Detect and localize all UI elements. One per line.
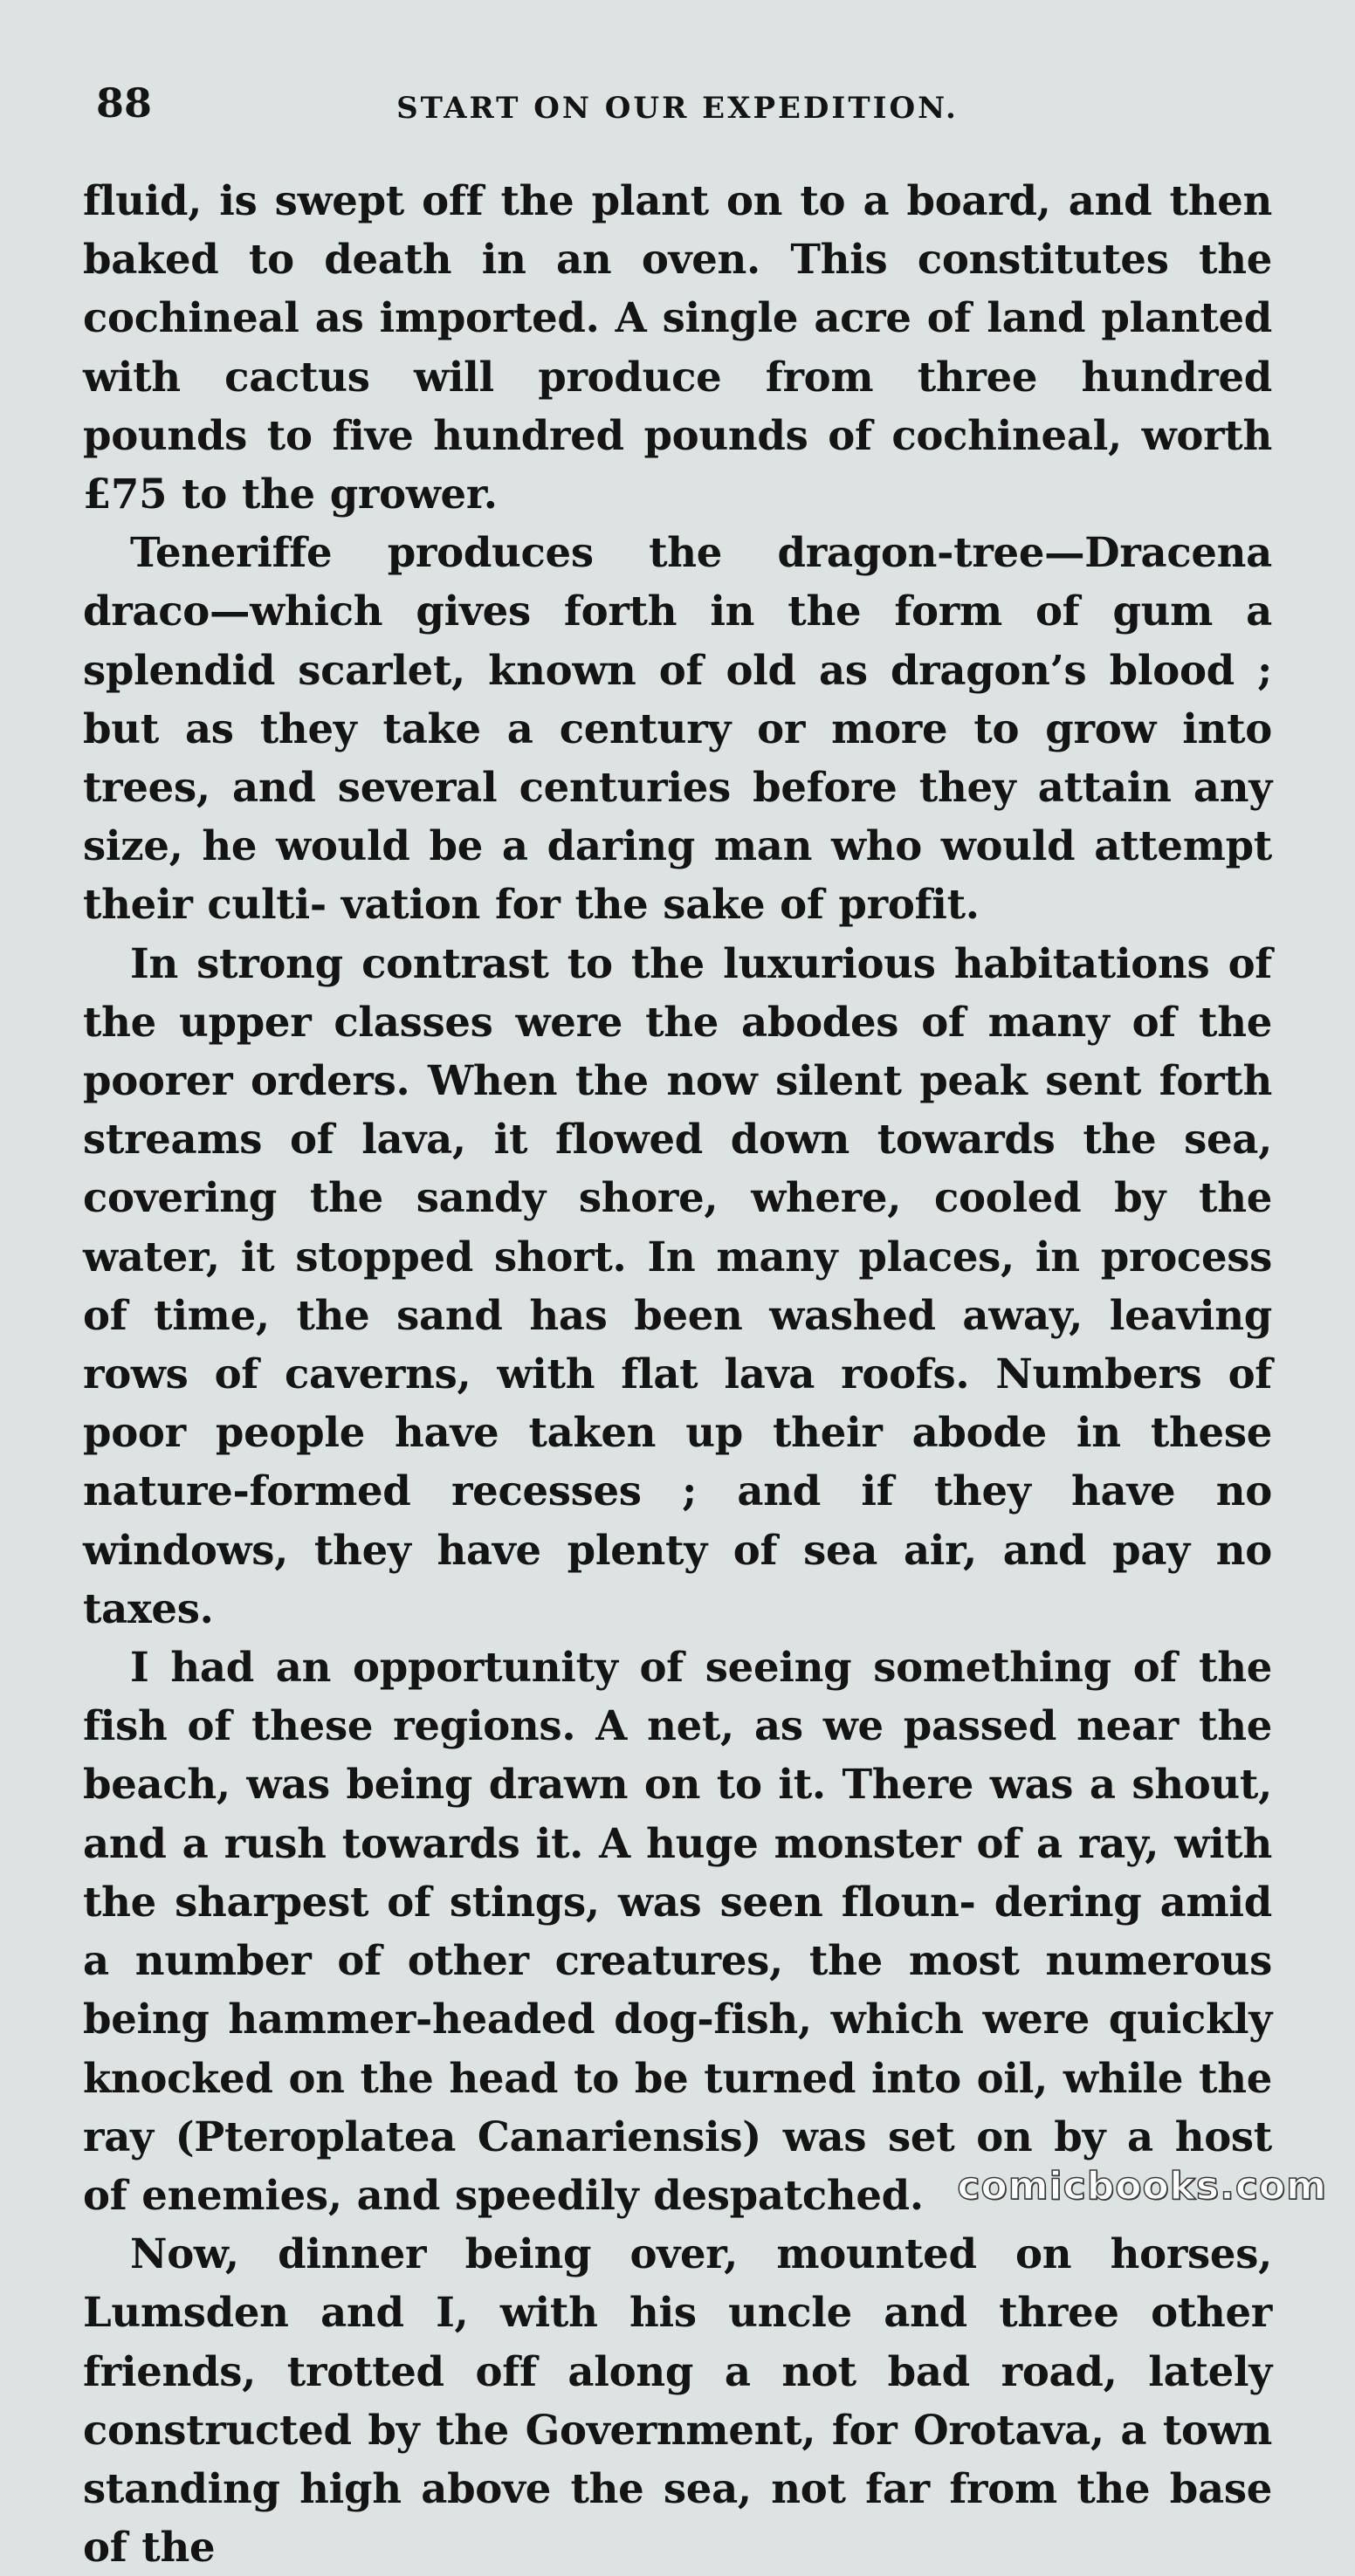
paragraph: Now, dinner being over, mounted on horses, Lumsden and I, with his uncle and three other friends, trotted off along a not bad road, lately constructed by the Government, for Orotava, a town standing high above the sea, not far from the base of the <box>83 2229 1272 2572</box>
page-number: 88 <box>96 79 153 127</box>
watermark: comicbooks.com <box>957 2164 1327 2208</box>
paragraph: fluid, is swept off the plant on to a board, and then baked to death in an oven. This constitutes the cochineal as imported. A single acre of land planted with cactus will produce from three hundred pounds to five hundred pounds of cochineal, worth £75 to the grower. <box>83 176 1272 519</box>
paragraph: In strong contrast to the luxurious habitations of the upper classes were the abodes of many of the poorer orders. When the now silent peak sent forth streams of lava, it flowed down towards the sea, covering the sandy shore, where, cooled by the water, it stopped short. In many places, in process of time, the sand has been washed away, leaving rows of caverns, with flat lava roofs. Numbers of poor people have taken up their abode in these nature-formed recesses ; and if they have no windows, they have plenty of sea air, and pay no taxes. <box>83 938 1272 1632</box>
paragraph: Teneriffe produces the dragon-tree—Dracena draco—which gives forth in the form of gum a splendid scarlet, known of old as dragon’s blood ; but as they take a century or more to grow into trees, and several centuries before they attain any size, he would be a daring man who would attempt their culti- vation for the sake of profit. <box>83 528 1272 929</box>
running-head: START ON OUR EXPEDITION. <box>396 91 959 126</box>
paragraph: I had an opportunity of seeing something of the fish of these regions. A net, as we passed near the beach, was being drawn on to it. There was a shout, and a rush towards it. A huge monster of a ray, with the sharpest of stings, was seen floun- dering amid a number of other creatures, the most numerous being hammer-headed dog-fish, which were quickly knocked on the head to be turned into oil, while the ray (Pteroplatea Canariensis) was set on by a host of enemies, and speedily despatched. <box>83 1643 1272 2219</box>
body-text <box>83 171 1272 2576</box>
